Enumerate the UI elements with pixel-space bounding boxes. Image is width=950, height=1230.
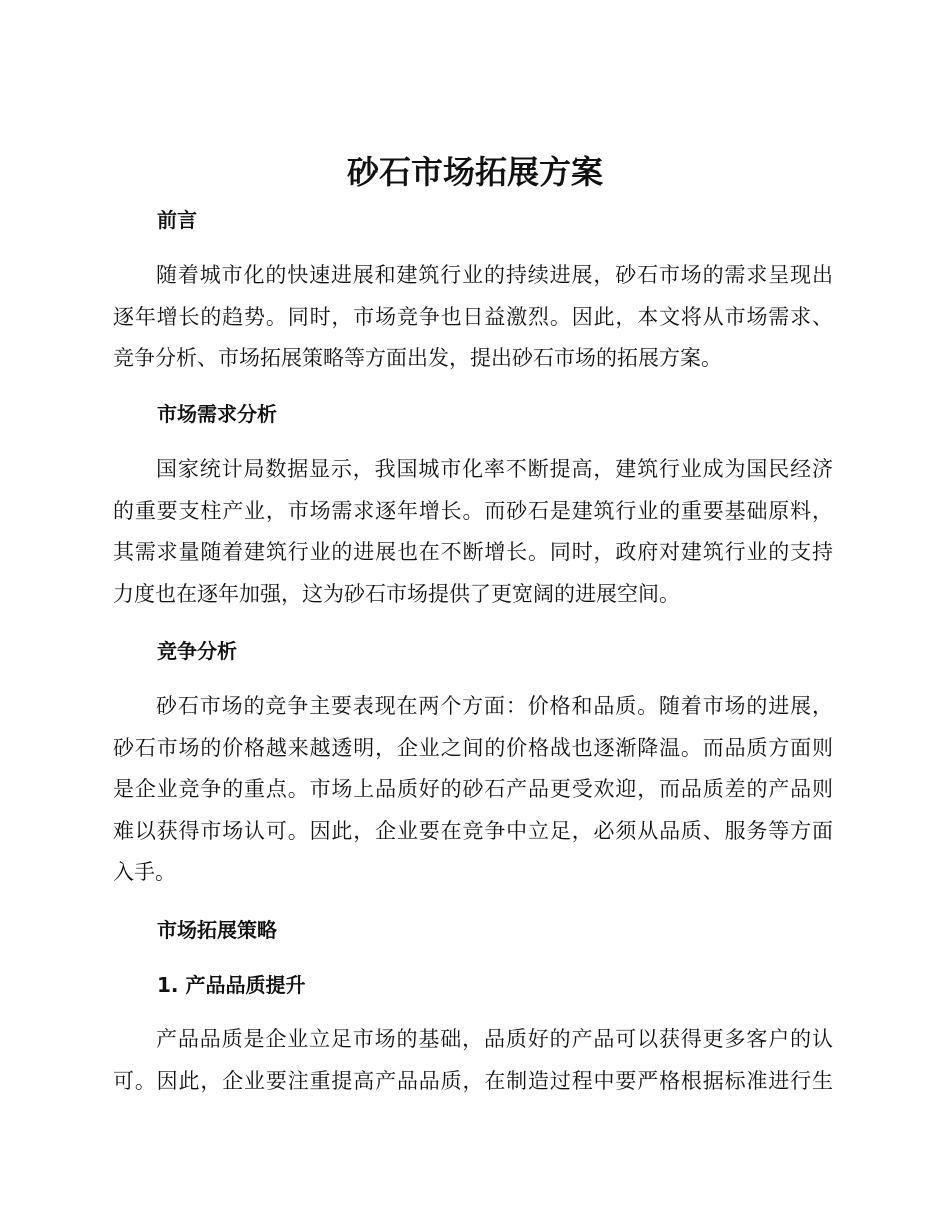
paragraph-line: 逐年增长的趋势。同时，市场竞争也日益激烈。因此，本文将从市场需求、 [113, 304, 833, 329]
paragraph-line: 砂石市场的竞争主要表现在两个方面：价格和品质。随着市场的进展， [156, 694, 833, 718]
section-heading-preface: 前言 [157, 208, 197, 232]
paragraph-preface [113, 255, 833, 380]
section-heading-market-expansion-strategy: 市场拓展策略 [157, 918, 277, 942]
paragraph-line: 可。因此，企业要注重提高产品品质，在制造过程中要严格根据标准进行生 [113, 1068, 833, 1093]
paragraph-line: 的重要支柱产业，市场需求逐年增长。而砂石是建筑行业的重要基础原料， [113, 498, 833, 523]
paragraph-line: 随着城市化的快速进展和建筑行业的持续进展，砂石市场的需求呈现出 [156, 263, 833, 287]
subsection-heading-product-quality: 1. 产品品质提升 [157, 973, 306, 997]
paragraph-line: 砂石市场的价格越来越透明，企业之间的价格战也逐渐降温。而品质方面则 [113, 735, 833, 760]
paragraph-line: 其需求量随着建筑行业的进展也在不断增长。同时，政府对建筑行业的支持 [113, 540, 833, 564]
section-heading-competition-analysis: 竞争分析 [157, 639, 237, 663]
section-heading-demand-analysis: 市场需求分析 [157, 402, 277, 426]
paragraph-line: 入手。 [113, 860, 176, 884]
paragraph-line: 力度也在逐年加强，这为砂石市场提供了更宽阔的进展空间。 [113, 581, 680, 606]
paragraph-line: 产品品质是企业立足市场的基础，品质好的产品可以获得更多客户的认 [156, 1027, 833, 1051]
paragraph-competition-analysis [113, 686, 833, 894]
paragraph-line: 国家统计局数据显示，我国城市化率不断提高，建筑行业成为国民经济 [156, 457, 833, 481]
paragraph-demand-analysis [113, 449, 833, 615]
paragraph-product-quality [113, 1019, 833, 1102]
paragraph-line: 难以获得市场认可。因此，企业要在竞争中立足，必须从品质、服务等方面 [113, 818, 833, 843]
document-title: 砂石市场拓展方案 [346, 153, 603, 191]
paragraph-line: 是企业竞争的重点。市场上品质好的砂石产品更受欢迎，而品质差的产品则 [113, 777, 833, 801]
paragraph-line: 竞争分析、市场拓展策略等方面出发，提出砂石市场的拓展方案。 [113, 346, 722, 370]
